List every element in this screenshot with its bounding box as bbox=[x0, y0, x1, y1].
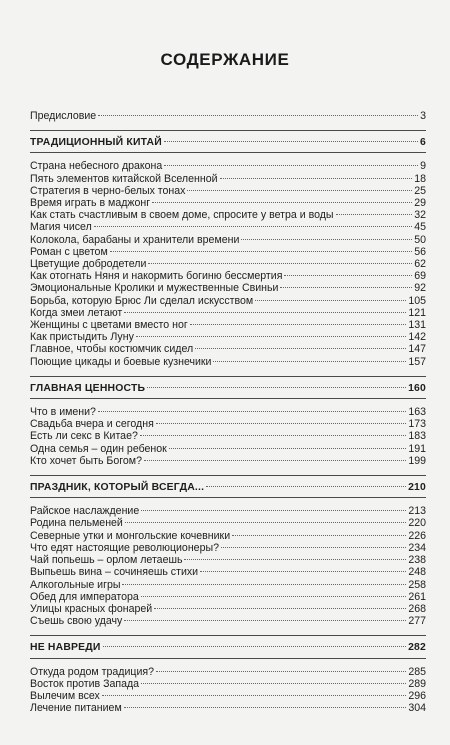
toc-entry[interactable] bbox=[30, 221, 426, 233]
dot-leader bbox=[141, 683, 406, 684]
section-divider bbox=[30, 635, 426, 636]
dot-leader bbox=[255, 300, 406, 301]
page-title: СОДЕРЖАНИЕ bbox=[160, 50, 290, 69]
toc-entry-title: Как отогнать Няня и накормить богиню бессмертия bbox=[30, 270, 283, 283]
toc-entry[interactable] bbox=[30, 579, 426, 591]
toc-entry-title: Предисловие bbox=[30, 110, 97, 122]
toc-entry-title: Выпьешь вина – сочиняешь стихи bbox=[30, 566, 199, 579]
toc-entry-title: Чай попьешь – орлом летаешь bbox=[30, 554, 183, 567]
dot-leader bbox=[102, 695, 406, 696]
toc-entry-title: Борьба, которую Брюс Ли сделал искусством bbox=[30, 294, 254, 307]
toc-entry-title: Главное, чтобы костюмчик сидел bbox=[30, 343, 194, 356]
toc-entry-page: 277 bbox=[408, 615, 426, 628]
toc-entry-page: 191 bbox=[408, 442, 426, 455]
section-divider bbox=[30, 376, 426, 377]
toc-entry[interactable] bbox=[30, 517, 426, 529]
toc-entry-page: 268 bbox=[408, 602, 426, 615]
toc-entry[interactable] bbox=[30, 197, 426, 209]
toc-entry[interactable] bbox=[30, 406, 426, 418]
toc-entry-page: 25 bbox=[414, 184, 426, 197]
toc-entry-page: 285 bbox=[408, 665, 426, 678]
toc-entry-title: Поющие цикады и боевые кузнечики bbox=[30, 355, 212, 368]
toc-entry[interactable] bbox=[30, 418, 426, 430]
section-heading[interactable] bbox=[30, 383, 426, 395]
dot-leader bbox=[94, 226, 412, 227]
toc-entry-title: Страна небесного дракона bbox=[30, 160, 163, 173]
toc-entry-page: 62 bbox=[414, 258, 426, 271]
toc-entry[interactable] bbox=[30, 282, 426, 294]
toc-entry-title: Магия чисел bbox=[30, 221, 92, 234]
toc-entry-page: 29 bbox=[414, 197, 426, 210]
toc-entry-page: 238 bbox=[408, 554, 426, 567]
dot-leader bbox=[206, 486, 406, 487]
toc-entry[interactable] bbox=[30, 343, 426, 355]
dot-leader bbox=[156, 671, 406, 672]
toc-entry-title: Свадьба вчера и сегодня bbox=[30, 418, 154, 431]
toc-entry-page: 9 bbox=[420, 160, 426, 173]
toc-entry-title: Что едят настоящие революционеры? bbox=[30, 541, 219, 554]
dot-leader bbox=[98, 411, 406, 412]
toc-entry-title: НЕ НАВРЕДИ bbox=[30, 642, 101, 654]
dot-leader bbox=[184, 559, 406, 560]
section-heading[interactable] bbox=[30, 642, 426, 654]
toc-entry-title: ТРАДИЦИОННЫЙ КИТАЙ bbox=[30, 137, 162, 149]
toc-entry[interactable] bbox=[30, 246, 426, 258]
dot-leader bbox=[200, 571, 406, 572]
dot-leader bbox=[141, 510, 406, 511]
dot-leader bbox=[125, 522, 406, 523]
dot-leader bbox=[280, 287, 412, 288]
table-of-contents bbox=[30, 110, 426, 714]
dot-leader bbox=[140, 435, 406, 436]
toc-entry-page: 258 bbox=[408, 578, 426, 591]
toc-entry[interactable] bbox=[30, 455, 426, 467]
dot-leader bbox=[148, 263, 412, 264]
section-divider bbox=[30, 152, 426, 153]
toc-entry[interactable] bbox=[30, 690, 426, 702]
dot-leader bbox=[152, 202, 412, 203]
dot-leader bbox=[154, 608, 406, 609]
toc-entry[interactable] bbox=[30, 430, 426, 442]
dot-leader bbox=[141, 596, 407, 597]
section-divider bbox=[30, 130, 426, 131]
toc-entry-page: 32 bbox=[414, 209, 426, 222]
toc-entry[interactable] bbox=[30, 566, 426, 578]
toc-entry-title: Цветущие добродетели bbox=[30, 258, 147, 271]
toc-entry-title: Как пристыдить Луну bbox=[30, 331, 134, 344]
toc-entry-title: Северные утки и монгольские кочевники bbox=[30, 529, 231, 542]
toc-entry[interactable] bbox=[30, 603, 426, 615]
toc-entry-page: 50 bbox=[414, 233, 426, 246]
toc-entry-page: 92 bbox=[414, 282, 426, 295]
dot-leader bbox=[136, 336, 406, 337]
toc-entry-title: Время играть в маджонг bbox=[30, 197, 151, 210]
toc-entry-page: 304 bbox=[408, 702, 426, 715]
toc-entry-title: ГЛАВНАЯ ЦЕННОСТЬ bbox=[30, 382, 146, 394]
toc-entry[interactable] bbox=[30, 702, 426, 714]
toc-entry[interactable] bbox=[30, 173, 426, 185]
toc-entry-title: ПРАЗДНИК, КОТОРЫЙ ВСЕГДА... bbox=[30, 482, 205, 494]
dot-leader bbox=[232, 535, 406, 536]
toc-entry-title: Стратегия в черно-белых тонах bbox=[30, 184, 186, 197]
toc-entry[interactable] bbox=[30, 505, 426, 517]
dot-leader bbox=[103, 646, 406, 647]
toc-entry-title: Улицы красных фонарей bbox=[30, 602, 153, 615]
toc-entry-page: 220 bbox=[408, 517, 426, 530]
toc-entry-title: Райское наслаждение bbox=[30, 505, 140, 518]
toc-entry-preface[interactable] bbox=[30, 110, 426, 122]
section-divider bbox=[30, 658, 426, 659]
toc-entry[interactable] bbox=[30, 443, 426, 455]
dot-leader bbox=[169, 448, 406, 449]
dot-leader bbox=[156, 423, 407, 424]
toc-entry[interactable] bbox=[30, 307, 426, 319]
toc-entry-title: Что в имени? bbox=[30, 406, 96, 419]
toc-entry-title: Алкогольные игры bbox=[30, 578, 121, 591]
toc-entry[interactable] bbox=[30, 295, 426, 307]
section-heading[interactable] bbox=[30, 137, 426, 149]
toc-entry-title: Есть ли секс в Китае? bbox=[30, 430, 138, 443]
toc-entry[interactable] bbox=[30, 615, 426, 627]
toc-entry-title: Съешь свою удачу bbox=[30, 615, 123, 628]
dot-leader bbox=[122, 584, 406, 585]
toc-entry[interactable] bbox=[30, 554, 426, 566]
toc-entry-page: 199 bbox=[408, 454, 426, 467]
toc-entry-page: 157 bbox=[408, 355, 426, 368]
toc-entry-page: 296 bbox=[408, 689, 426, 702]
dot-leader bbox=[98, 115, 418, 116]
dot-leader bbox=[164, 165, 418, 166]
toc-entry-page: 56 bbox=[414, 245, 426, 258]
section-heading[interactable] bbox=[30, 482, 426, 494]
toc-entry[interactable] bbox=[30, 530, 426, 542]
section-divider bbox=[30, 497, 426, 498]
dot-leader bbox=[190, 324, 407, 325]
dot-leader bbox=[241, 239, 412, 240]
toc-entry-page: 226 bbox=[408, 529, 426, 542]
toc-entry-title: Родина пельменей bbox=[30, 517, 123, 530]
toc-entry[interactable] bbox=[30, 542, 426, 554]
toc-entry-page: 3 bbox=[420, 110, 426, 122]
toc-entry-page: 147 bbox=[408, 343, 426, 356]
dot-leader bbox=[124, 312, 406, 313]
toc-entry-page: 6 bbox=[420, 137, 426, 149]
toc-entry-title: Вылечим всех bbox=[30, 689, 100, 702]
toc-entry-page: 18 bbox=[414, 172, 426, 185]
toc-entry[interactable] bbox=[30, 258, 426, 270]
toc-entry-page: 183 bbox=[408, 430, 426, 443]
toc-entry-page: 213 bbox=[408, 505, 426, 518]
toc-entry-page: 248 bbox=[408, 566, 426, 579]
toc-entry[interactable] bbox=[30, 331, 426, 343]
toc-entry-page: 261 bbox=[408, 590, 426, 603]
toc-entry-page: 142 bbox=[408, 331, 426, 344]
toc-entry-title: Роман с цветом bbox=[30, 245, 108, 258]
dot-leader bbox=[124, 620, 406, 621]
toc-entry[interactable] bbox=[30, 319, 426, 331]
toc-entry-title: Откуда родом традиция? bbox=[30, 665, 155, 678]
dot-leader bbox=[144, 460, 406, 461]
toc-entry-title: Колокола, барабаны и хранители времени bbox=[30, 233, 240, 246]
dot-leader bbox=[195, 348, 406, 349]
toc-entry[interactable] bbox=[30, 666, 426, 678]
toc-entry-page: 234 bbox=[408, 541, 426, 554]
toc-entry-title: Обед для императора bbox=[30, 590, 139, 603]
toc-entry[interactable] bbox=[30, 270, 426, 282]
toc-entry[interactable] bbox=[30, 591, 426, 603]
toc-entry[interactable] bbox=[30, 356, 426, 368]
toc-entry-title: Эмоциональные Кролики и мужественные Свиньи bbox=[30, 282, 279, 295]
toc-entry-title: Восток против Запада bbox=[30, 677, 140, 690]
toc-entry-page: 173 bbox=[408, 418, 426, 431]
dot-leader bbox=[213, 361, 406, 362]
dot-leader bbox=[164, 141, 418, 142]
section-divider bbox=[30, 475, 426, 476]
toc-entry-title: Лечение питанием bbox=[30, 702, 122, 715]
dot-leader bbox=[147, 387, 406, 388]
dot-leader bbox=[110, 251, 412, 252]
toc-entry-title: Пять элементов китайской Вселенной bbox=[30, 172, 218, 185]
toc-entry[interactable] bbox=[30, 678, 426, 690]
dot-leader bbox=[187, 190, 412, 191]
toc-entry[interactable] bbox=[30, 209, 426, 221]
dot-leader bbox=[220, 178, 413, 179]
toc-entry-page: 163 bbox=[408, 406, 426, 419]
toc-entry[interactable] bbox=[30, 185, 426, 197]
toc-entry-title: Кто хочет быть Богом? bbox=[30, 454, 142, 467]
toc-entry[interactable] bbox=[30, 160, 426, 172]
toc-entry-title: Как стать счастливым в своем доме, спросите у ветра и воды bbox=[30, 209, 334, 222]
toc-entry-page: 210 bbox=[408, 482, 426, 494]
toc-entry-title: Когда змеи летают bbox=[30, 306, 123, 319]
toc-entry-page: 69 bbox=[414, 270, 426, 283]
dot-leader bbox=[221, 547, 406, 548]
toc-entry-page: 105 bbox=[408, 294, 426, 307]
toc-entry-page: 131 bbox=[408, 319, 426, 332]
section-divider bbox=[30, 398, 426, 399]
toc-entry-page: 282 bbox=[408, 642, 426, 654]
dot-leader bbox=[284, 275, 412, 276]
toc-entry-page: 160 bbox=[408, 382, 426, 394]
dot-leader bbox=[336, 214, 413, 215]
toc-entry-page: 121 bbox=[408, 306, 426, 319]
dot-leader bbox=[124, 707, 407, 708]
toc-entry-page: 45 bbox=[414, 221, 426, 234]
toc-entry[interactable] bbox=[30, 234, 426, 246]
toc-entry-title: Одна семья – один ребенок bbox=[30, 442, 167, 455]
toc-entry-page: 289 bbox=[408, 677, 426, 690]
toc-entry-title: Женщины с цветами вместо ног bbox=[30, 319, 188, 332]
